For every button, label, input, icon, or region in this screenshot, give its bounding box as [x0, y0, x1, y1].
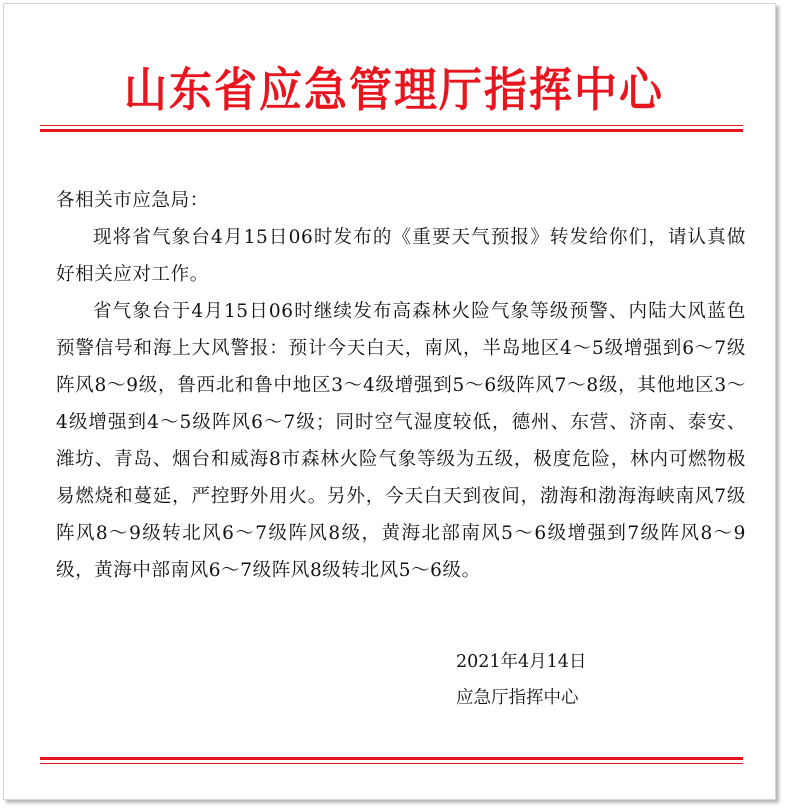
signature-organization: 应急厅指挥中心 — [456, 688, 579, 708]
header-rule-thin — [40, 125, 743, 126]
footer-rule-thick — [40, 757, 743, 760]
paragraph-weather-warning: 省气象台于4月15日06时继续发布高森林火险气象等级预警、内陆大风蓝色预警信号和海上大风警报：预计今天白天，南风，半岛地区4～5级增强到6～7级阵风8～9级，鲁西北和鲁中地区3～4级增强到5～6级阵风7～8级，其他地区3～4级增强到4～5级阵风6～7级；同时空气湿度较低，德州、东营、济南、泰安、潍坊、青岛、烟台和威海8市森林火险气象等级为五级，极度危险，林内可燃物极易燃烧和蔓延，严控野外用火。另外，今天白天到夜间，渤海和渤海海峡南风7级阵风8～9级转北风6～7级阵风8级，黄海北部南风5～6级增强到7级阵风8～9级，黄海中部南风6～7级阵风8级转北风5～6级。 — [56, 301, 746, 581]
salutation: 各相关市应急局： — [56, 190, 209, 211]
signature-date: 2021年4月14日 — [456, 652, 587, 672]
document-header-title: 山东省应急管理厅指挥中心 — [124, 64, 664, 118]
letter-body — [56, 182, 746, 589]
footer-rule-thin — [40, 763, 743, 764]
header-rule-thick — [40, 129, 743, 132]
paragraph-forward-notice: 现将省气象台4月15日06时发布的《重要天气预报》转发给你们，请认真做好相关应对工作。 — [56, 227, 746, 285]
document-page — [3, 3, 776, 800]
signature-block — [456, 644, 586, 716]
